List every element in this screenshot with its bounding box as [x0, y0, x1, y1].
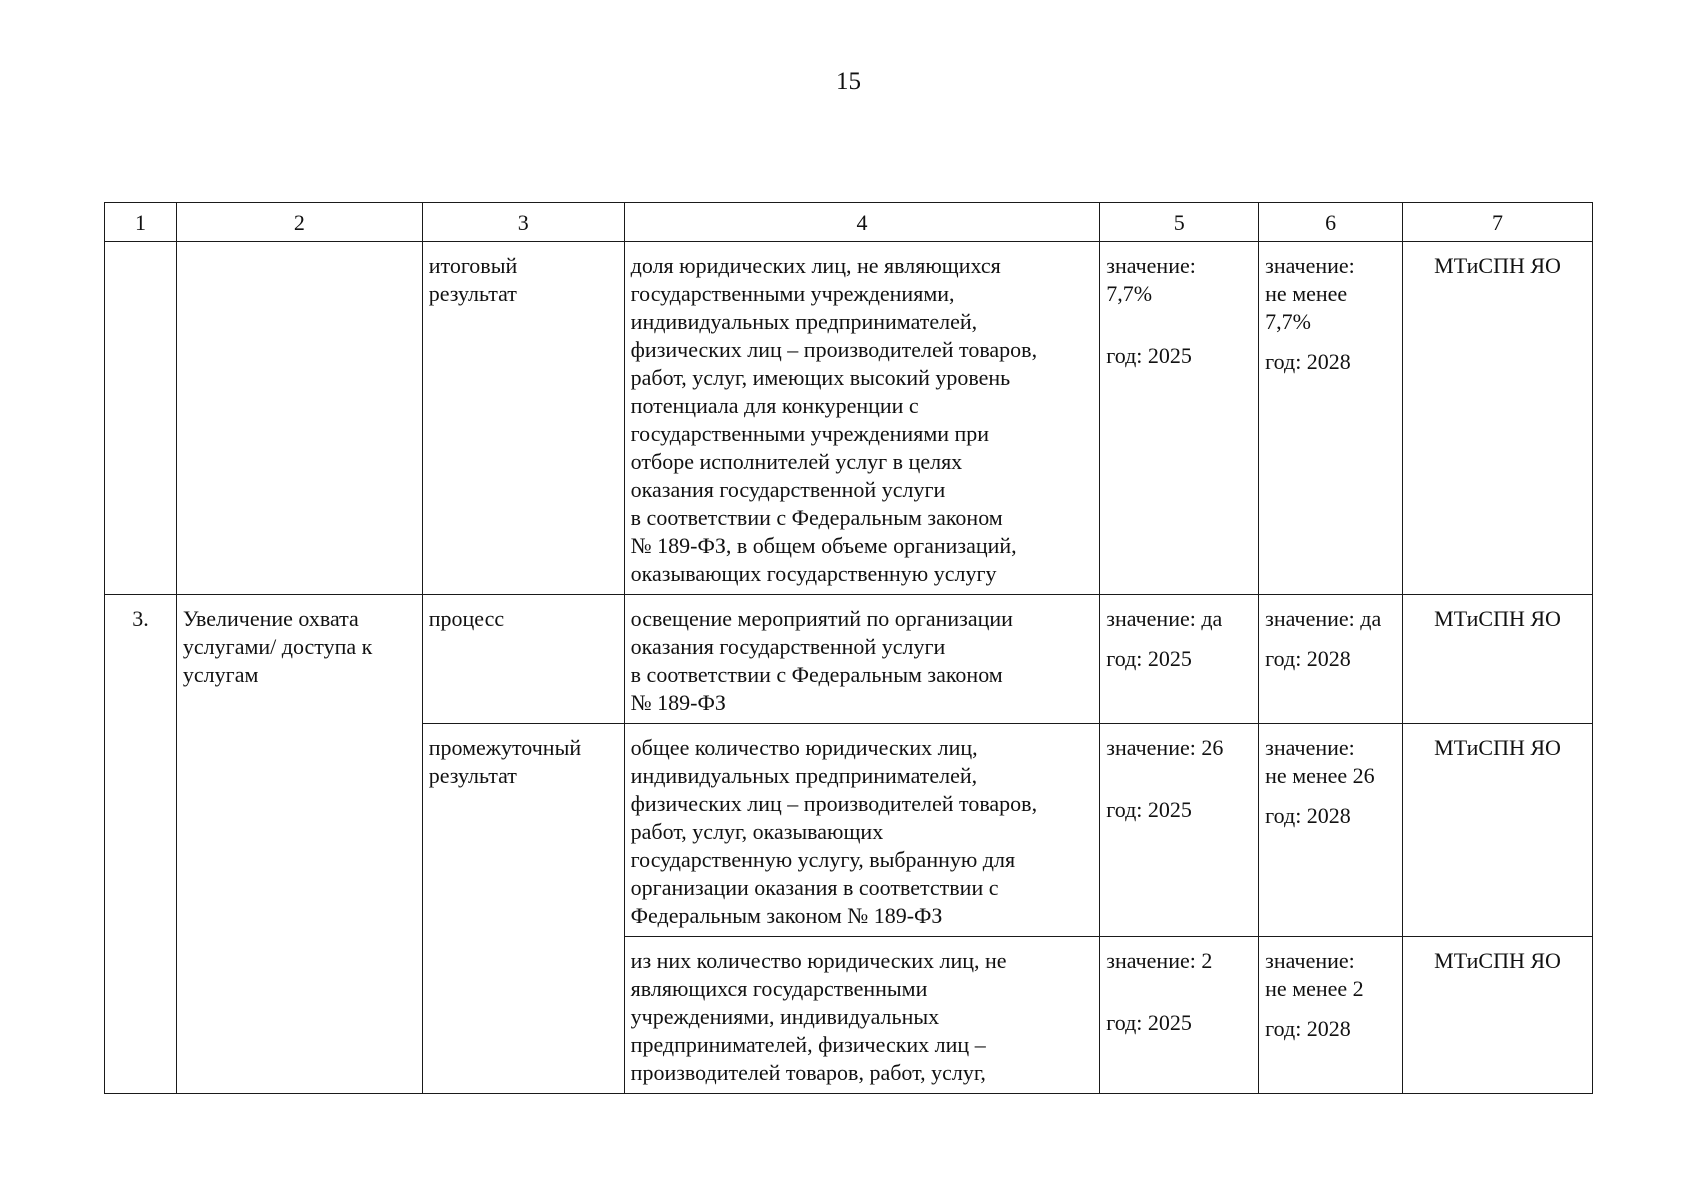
indicator-cell: освещение мероприятий по организации оказания государственной услуги в соответствии с Федеральным законом № 189-ФЗ	[624, 595, 1100, 724]
number-cell: 3.	[105, 595, 177, 1094]
base-value-cell: значение: да год: 2025	[1100, 595, 1259, 724]
target-value-cell: значение: не менее 2 год: 2028	[1259, 937, 1403, 1094]
header-cell: 5	[1100, 203, 1259, 242]
table-row	[105, 242, 1593, 595]
table-header-row	[105, 203, 1593, 242]
header-cell: 3	[422, 203, 624, 242]
number-cell	[105, 242, 177, 595]
task-cell	[176, 242, 422, 595]
task-cell: Увеличение охвата услугами/ доступа к услугам	[176, 595, 422, 1094]
result-type-cell: процесс	[422, 595, 624, 724]
indicator-cell: доля юридических лиц, не являющихся государственными учреждениями, индивидуальных предпринимателей, физических лиц – производителей товаров, работ, услуг, имеющих высокий уровень потенциала для конкуренции с государственными учреждениями при отборе исполнителей услуг в целях оказания государственной услуги в соответствии с Федеральным законом № 189-ФЗ, в общем объеме организаций, оказывающих государственную услугу	[624, 242, 1100, 595]
responsible-cell: МТиСПН ЯО	[1403, 724, 1593, 937]
header-cell: 4	[624, 203, 1100, 242]
base-value-cell: значение: 7,7% год: 2025	[1100, 242, 1259, 595]
header-cell: 2	[176, 203, 422, 242]
responsible-cell: МТиСПН ЯО	[1403, 595, 1593, 724]
result-type-cell: итоговый результат	[422, 242, 624, 595]
header-cell: 1	[105, 203, 177, 242]
table-row	[105, 595, 1593, 724]
responsible-cell: МТиСПН ЯО	[1403, 937, 1593, 1094]
indicator-cell: из них количество юридических лиц, не являющихся государственными учреждениями, индивидуальных предпринимателей, физических лиц – производителей товаров, работ, услуг,	[624, 937, 1100, 1094]
indicators-table	[104, 202, 1593, 1094]
target-value-cell: значение: да год: 2028	[1259, 595, 1403, 724]
base-value-cell: значение: 26 год: 2025	[1100, 724, 1259, 937]
page-number: 15	[836, 68, 861, 95]
result-type-cell: промежуточный результат	[422, 724, 624, 1094]
base-value-cell: значение: 2 год: 2025	[1100, 937, 1259, 1094]
header-cell: 7	[1403, 203, 1593, 242]
responsible-cell: МТиСПН ЯО	[1403, 242, 1593, 595]
target-value-cell: значение: не менее 26 год: 2028	[1259, 724, 1403, 937]
indicator-cell: общее количество юридических лиц, индивидуальных предпринимателей, физических лиц – производителей товаров, работ, услуг, оказывающих государственную услугу, выбранную для организации оказания в соответствии с Федеральным законом № 189-ФЗ	[624, 724, 1100, 937]
header-cell: 6	[1259, 203, 1403, 242]
target-value-cell: значение: не менее 7,7% год: 2028	[1259, 242, 1403, 595]
